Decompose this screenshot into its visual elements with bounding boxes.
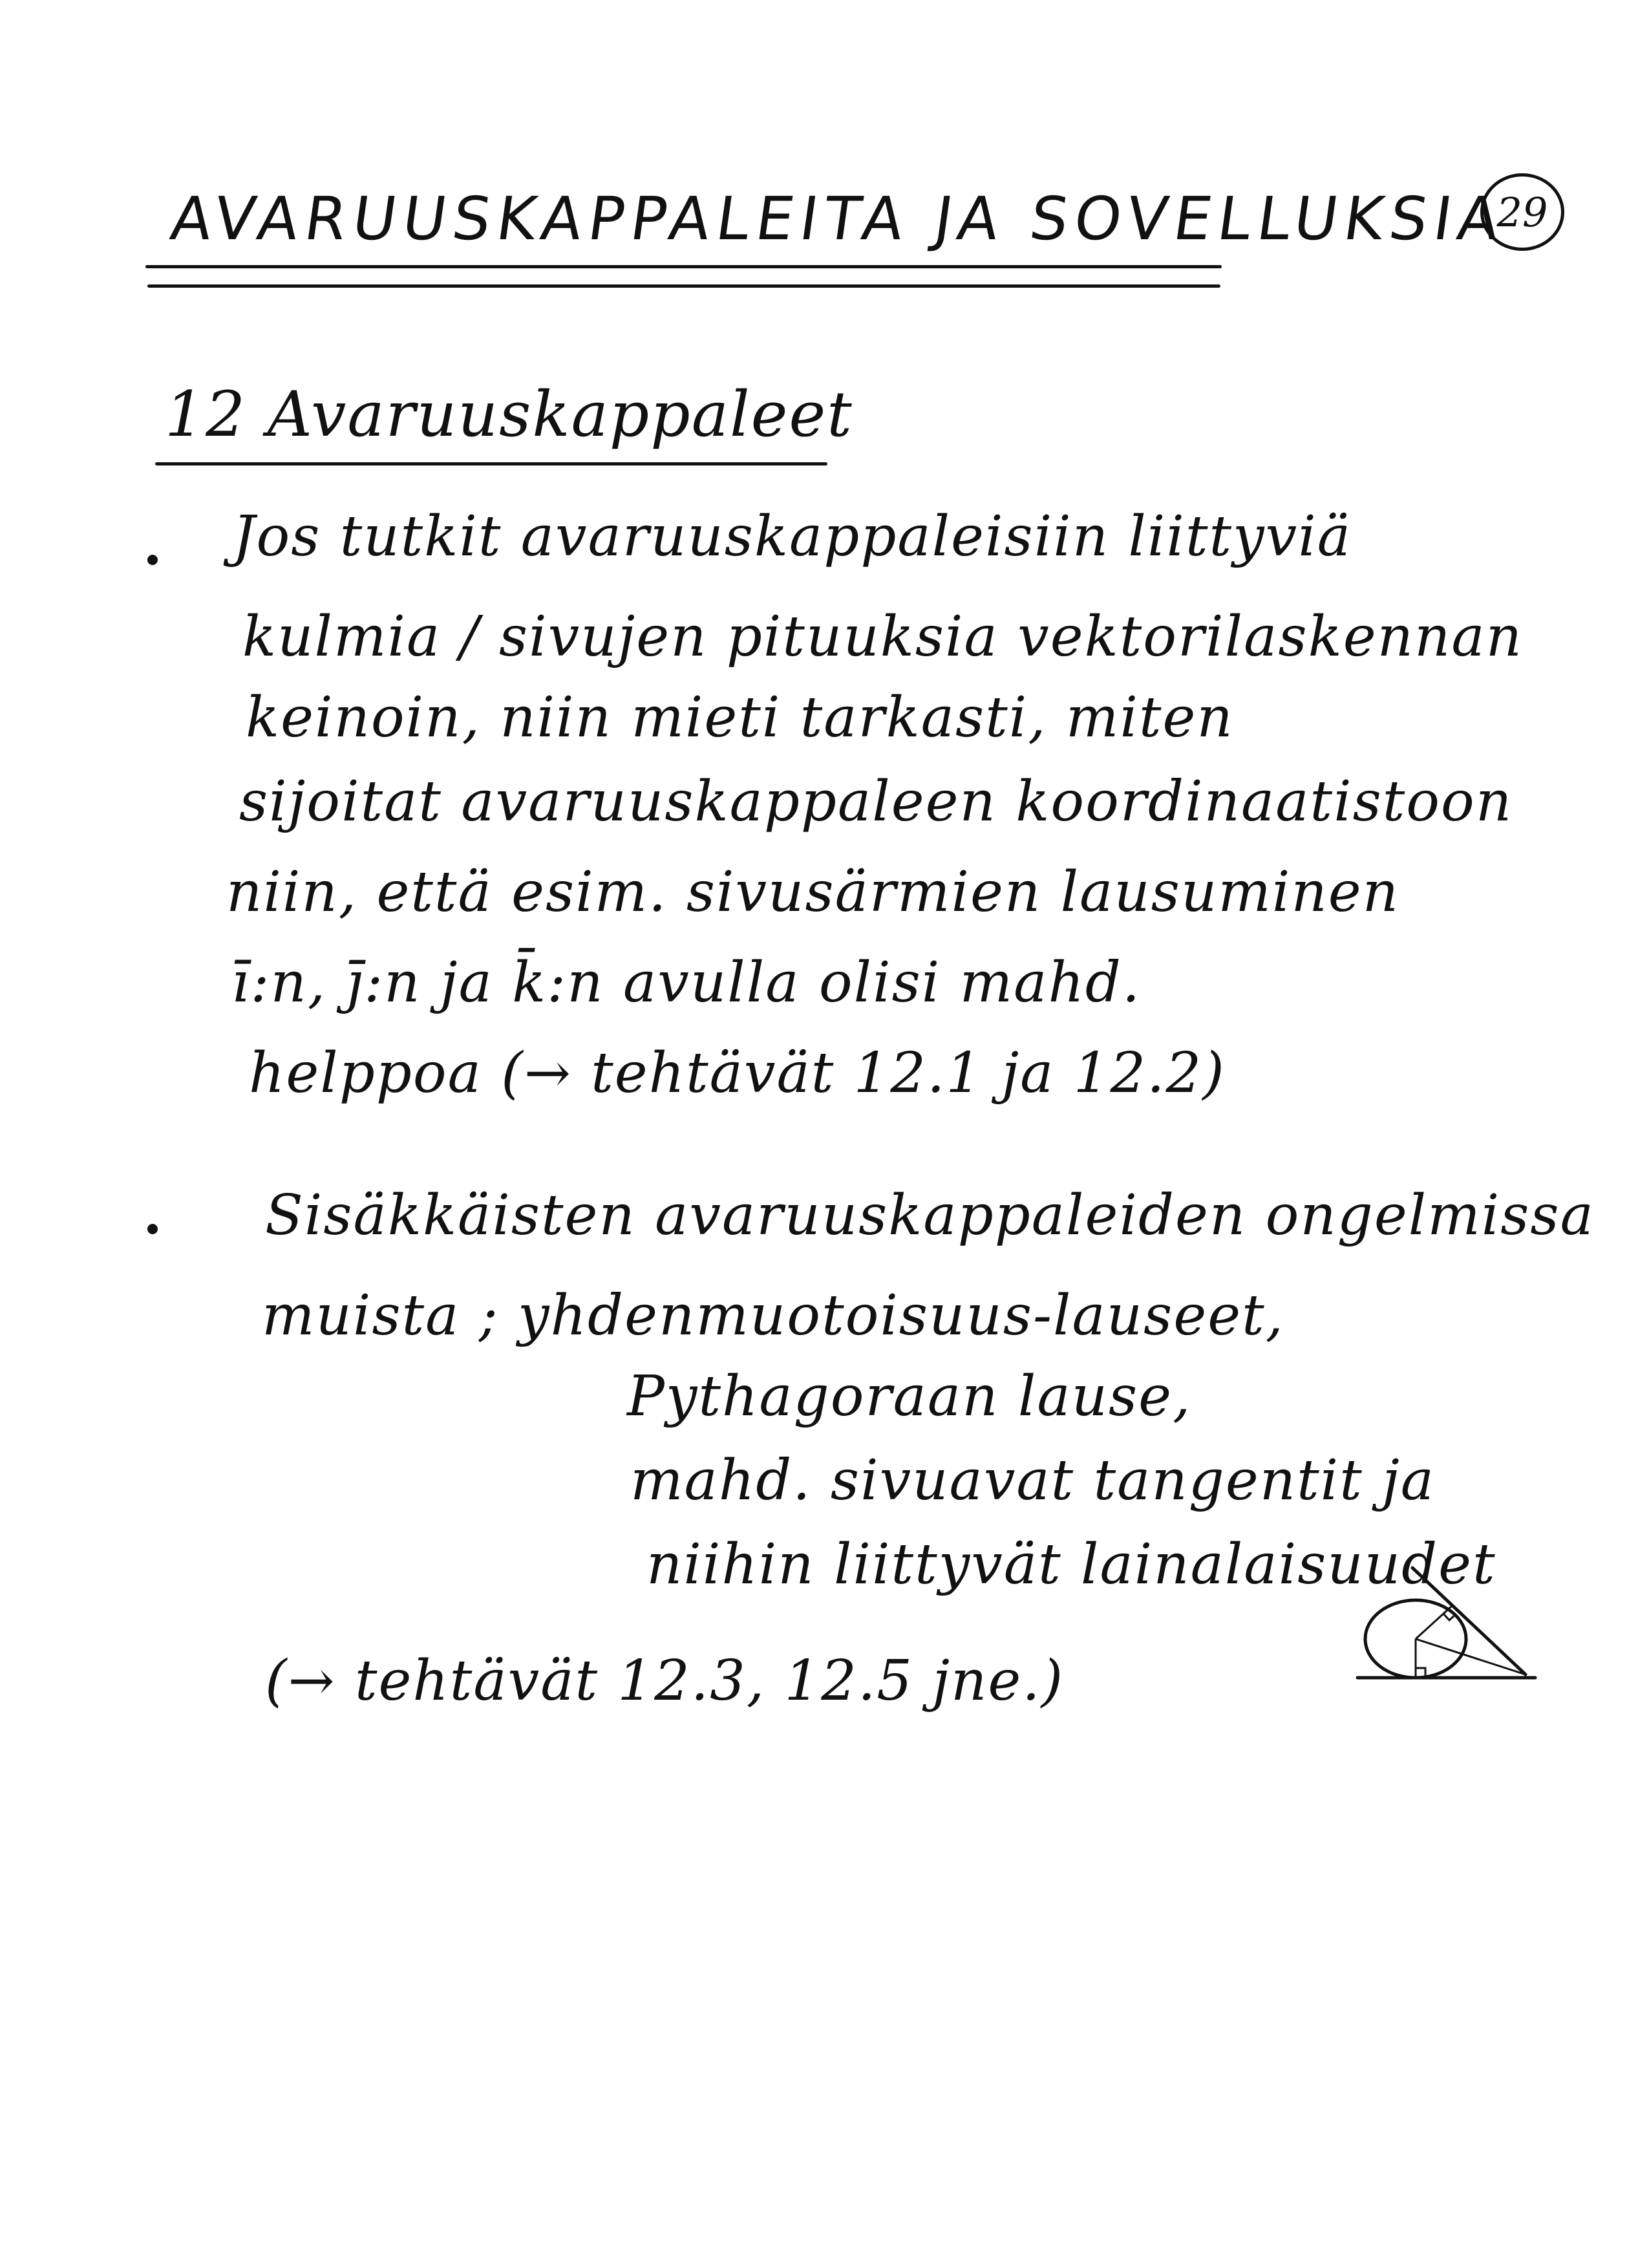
note-line: keinoin, niin mieti tarkasti, miten: [246, 685, 1234, 750]
note-line: muista ; yhdenmuotoisuus-lauseet,: [262, 1283, 1285, 1348]
page-number: 29: [1496, 188, 1548, 236]
bullet-dot: [147, 555, 158, 565]
note-line: Sisäkkäisten avaruuskappaleiden ongelmissa: [265, 1183, 1595, 1248]
circle-tangent-triangle-sketch-icon: [1351, 1545, 1538, 1694]
section-heading: 12 Avaruuskappaleet: [165, 378, 853, 451]
note-line: Pythagoraan lause,: [627, 1364, 1192, 1429]
note-line: niin, että esim. sivusärmien lausuminen: [226, 860, 1400, 925]
title-underline-1: [145, 265, 1222, 268]
bullet-dot: [147, 1224, 158, 1234]
note-line: Jos tutkit avaruuskappaleisiin liittyviä: [233, 504, 1352, 569]
note-line: niihin liittyvät lainalaisuudet: [646, 1532, 1496, 1597]
note-line: kulmia / sivujen pituuksia vektorilaskennan: [242, 604, 1524, 669]
note-line: mahd. sivuavat tangentit ja: [630, 1448, 1436, 1513]
note-line: (→ tehtävät 12.3, 12.5 jne.): [265, 1649, 1065, 1713]
note-line: ī:n, j̄:n ja k̄:n avulla olisi mahd.: [231, 950, 1142, 1015]
page-number-badge: [1480, 173, 1564, 251]
title-underline-2: [147, 284, 1220, 288]
section-underline: [155, 462, 827, 465]
note-line: sijoitat avaruuskappaleen koordinaatistoon: [239, 769, 1513, 834]
note-line: helppoa (→ tehtävät 12.1 ja 12.2): [249, 1041, 1226, 1106]
page-title: AVARUUSKAPPALEITA JA SOVELLUKSIA: [166, 184, 1510, 253]
